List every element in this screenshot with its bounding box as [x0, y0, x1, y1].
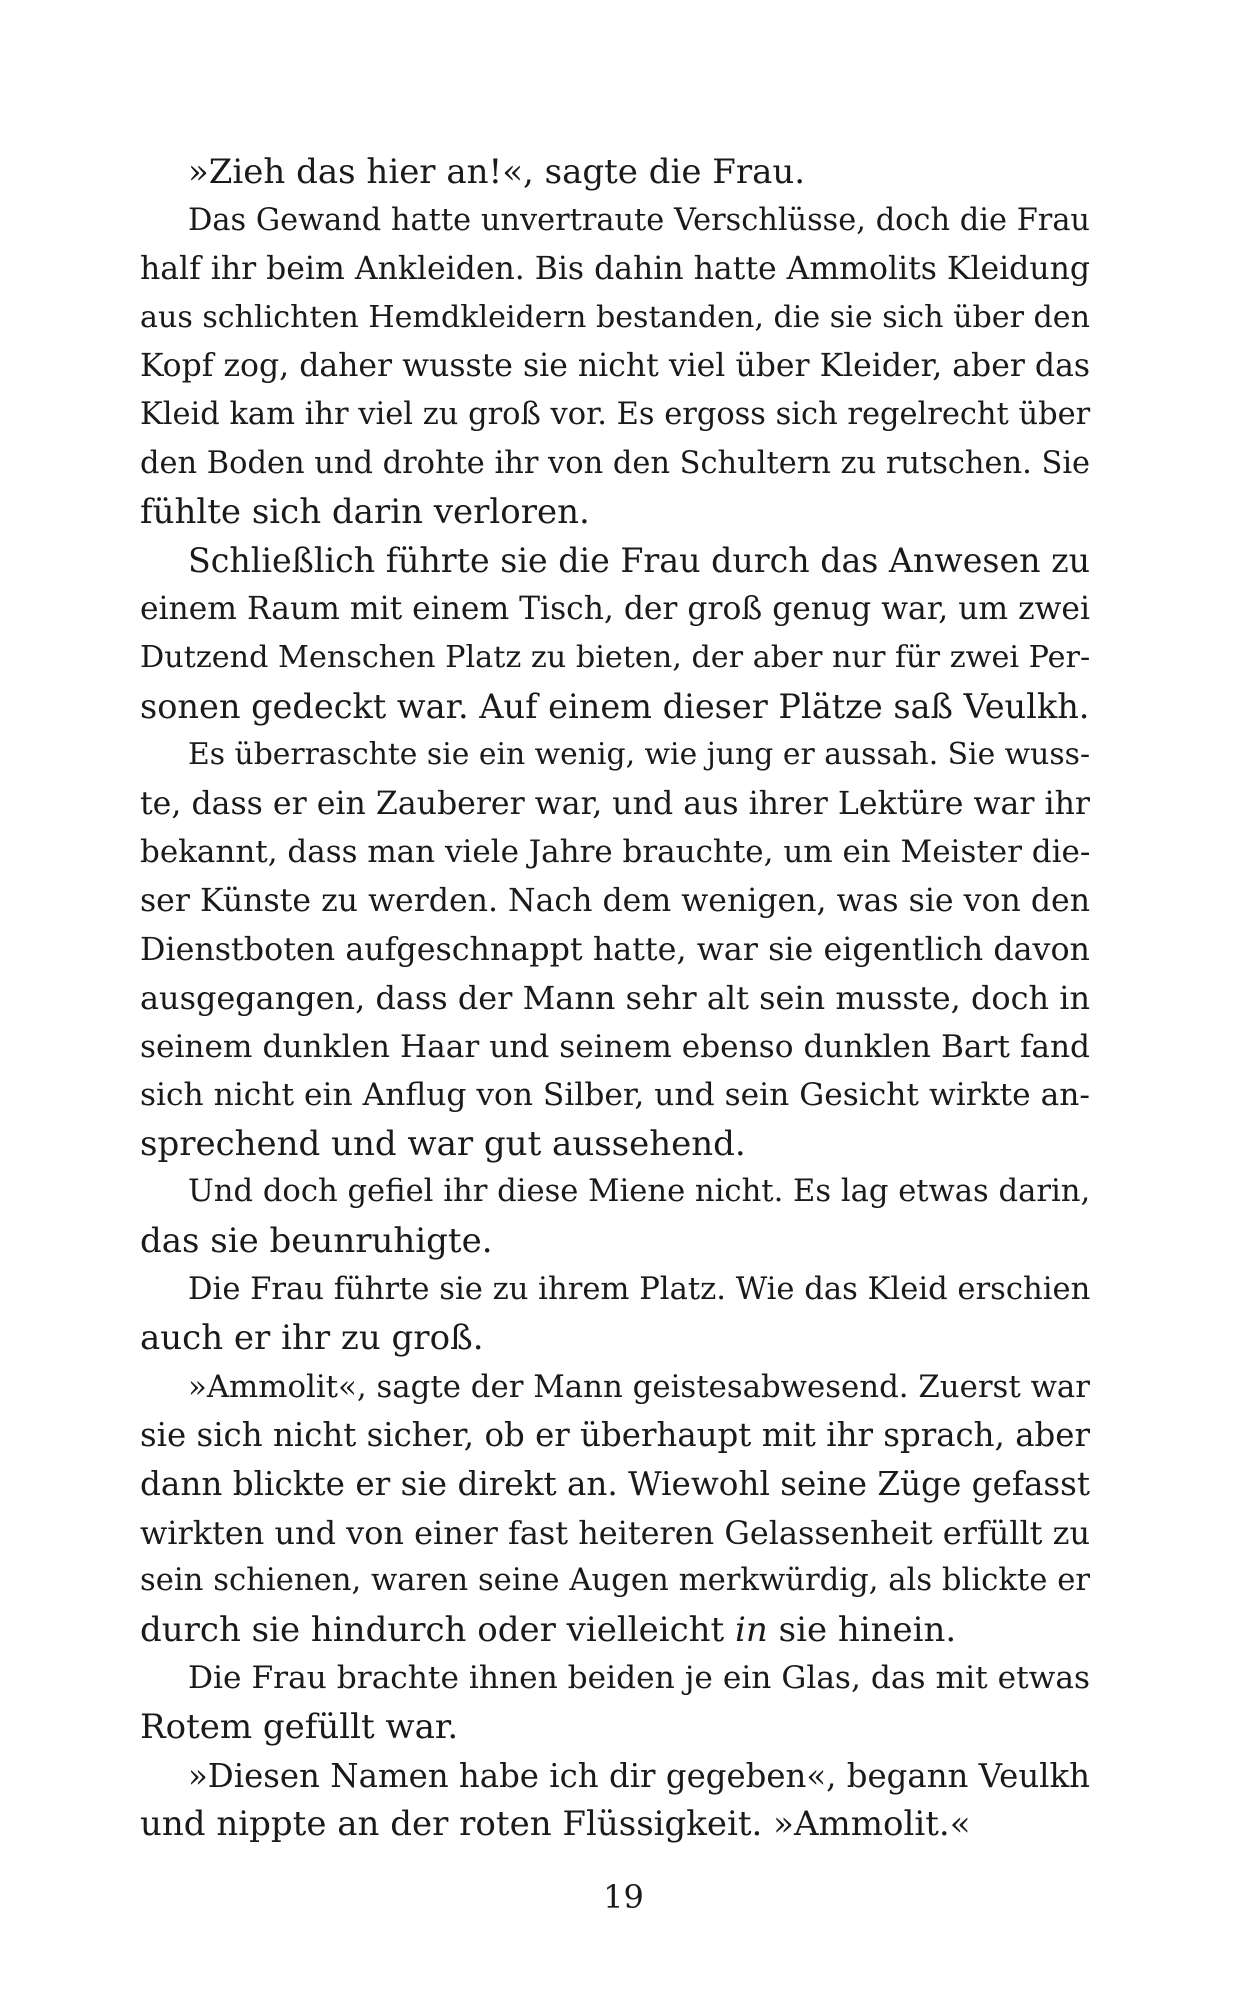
text-line: Die Frau brachte ihnen beiden je ein Glas, das mit etwas: [188, 1660, 1090, 1697]
text-line: Dutzend Menschen Platz zu bieten, der aber nur für zwei Per-: [140, 639, 1091, 675]
text-line: ausgegangen, dass der Mann sehr alt sein musste, doch in: [140, 979, 1090, 1018]
text-line: aus schlichten Hemdkleidern bestanden, die sie sich über den: [140, 299, 1090, 335]
paragraph: [140, 537, 1090, 731]
text-line: [140, 1606, 1090, 1655]
text-line: einem Raum mit einem Tisch, der groß genug war, um zwei: [140, 591, 1090, 628]
text-line: und nippte an der roten Flüssigkeit. »Ammolit.«: [140, 1804, 971, 1845]
text-segment: durch sie hindurch oder vielleicht: [140, 1609, 736, 1650]
paragraph: [140, 148, 1090, 197]
text-line: »Ammolit«, sagte der Mann geistesabwesend. Zuerst war: [188, 1368, 1090, 1405]
text-line: auch er ihr zu groß.: [140, 1318, 484, 1359]
text-line: te, dass er ein Zauberer war, und aus ihrer Lektüre war ihr: [140, 785, 1090, 822]
text-line: bekannt, dass man viele Jahre brauchte, um ein Meister die-: [140, 834, 1091, 871]
paragraph: [140, 1266, 1090, 1363]
text-line: Kleid kam ihr viel zu groß vor. Es ergoss sich regelrecht über: [140, 396, 1091, 432]
text-line: Es überraschte sie ein wenig, wie jung er aussah. Sie wuss-: [188, 737, 1091, 773]
text-segment: sie hinein.: [767, 1609, 957, 1650]
paragraph: [140, 1654, 1090, 1751]
text-line: fühlte sich darin verloren.: [140, 492, 590, 533]
paragraph: [140, 1363, 1090, 1655]
text-line: sie sich nicht sicher, ob er überhaupt mit ihr sprach, aber: [140, 1416, 1090, 1455]
text-line: den Boden und drohte ihr von den Schultern zu rutschen. Sie: [140, 445, 1091, 481]
text-line: half ihr beim Ankleiden. Bis dahin hatte Ammolits Kleidung: [140, 251, 1090, 288]
body-text: [140, 148, 1090, 1849]
text-line: sein schienen, waren seine Augen merkwürdig, als blickte er: [140, 1563, 1090, 1599]
text-line: »Zieh das hier an!«, sagte die Frau.: [188, 152, 806, 192]
paragraph: [140, 197, 1090, 537]
text-line: Das Gewand hatte unvertraute Verschlüsse, doch die Frau: [188, 202, 1090, 238]
text-line: Und doch gefiel ihr diese Miene nicht. Es lag etwas darin,: [188, 1174, 1091, 1210]
text-line: sonen gedeckt war. Auf einem dieser Plätze saß Veulkh.: [140, 686, 1090, 726]
text-line: Die Frau führte sie zu ihrem Platz. Wie das Kleid erschien: [188, 1271, 1091, 1307]
text-line: seinem dunklen Haar und seinem ebenso dunklen Bart fand: [140, 1028, 1090, 1065]
paragraph: [140, 1752, 1090, 1849]
text-line: sprechend und war gut aussehend.: [140, 1123, 746, 1164]
text-line: das sie beunruhigte.: [140, 1221, 493, 1262]
text-line: dann blickte er sie direkt an. Wiewohl seine Züge gefasst: [140, 1465, 1090, 1504]
text-line: Kopf zog, daher wusste sie nicht viel über Kleider, aber das: [140, 348, 1090, 385]
text-line: Dienstboten aufgeschnappt hatte, war sie eigentlich davon: [140, 931, 1090, 968]
text-line: sich nicht ein Anflug von Silber, und sein Gesicht wirkte an-: [140, 1077, 1090, 1114]
page-number: 19: [603, 1878, 644, 1916]
text-line: wirkten und von einer fast heiteren Gelassenheit erfüllt zu: [140, 1513, 1090, 1552]
text-line: ser Künste zu werden. Nach dem wenigen, was sie von den: [140, 882, 1090, 919]
text-line: Schließlich führte sie die Frau durch das Anwesen zu: [188, 540, 1090, 580]
text-line: Rotem gefüllt war.: [140, 1707, 459, 1747]
paragraph: [140, 731, 1090, 1168]
italic-word: in: [735, 1609, 768, 1650]
paragraph: [140, 1168, 1090, 1265]
text-line: »Diesen Namen habe ich dir gegeben«, begann Veulkh: [188, 1756, 1090, 1795]
